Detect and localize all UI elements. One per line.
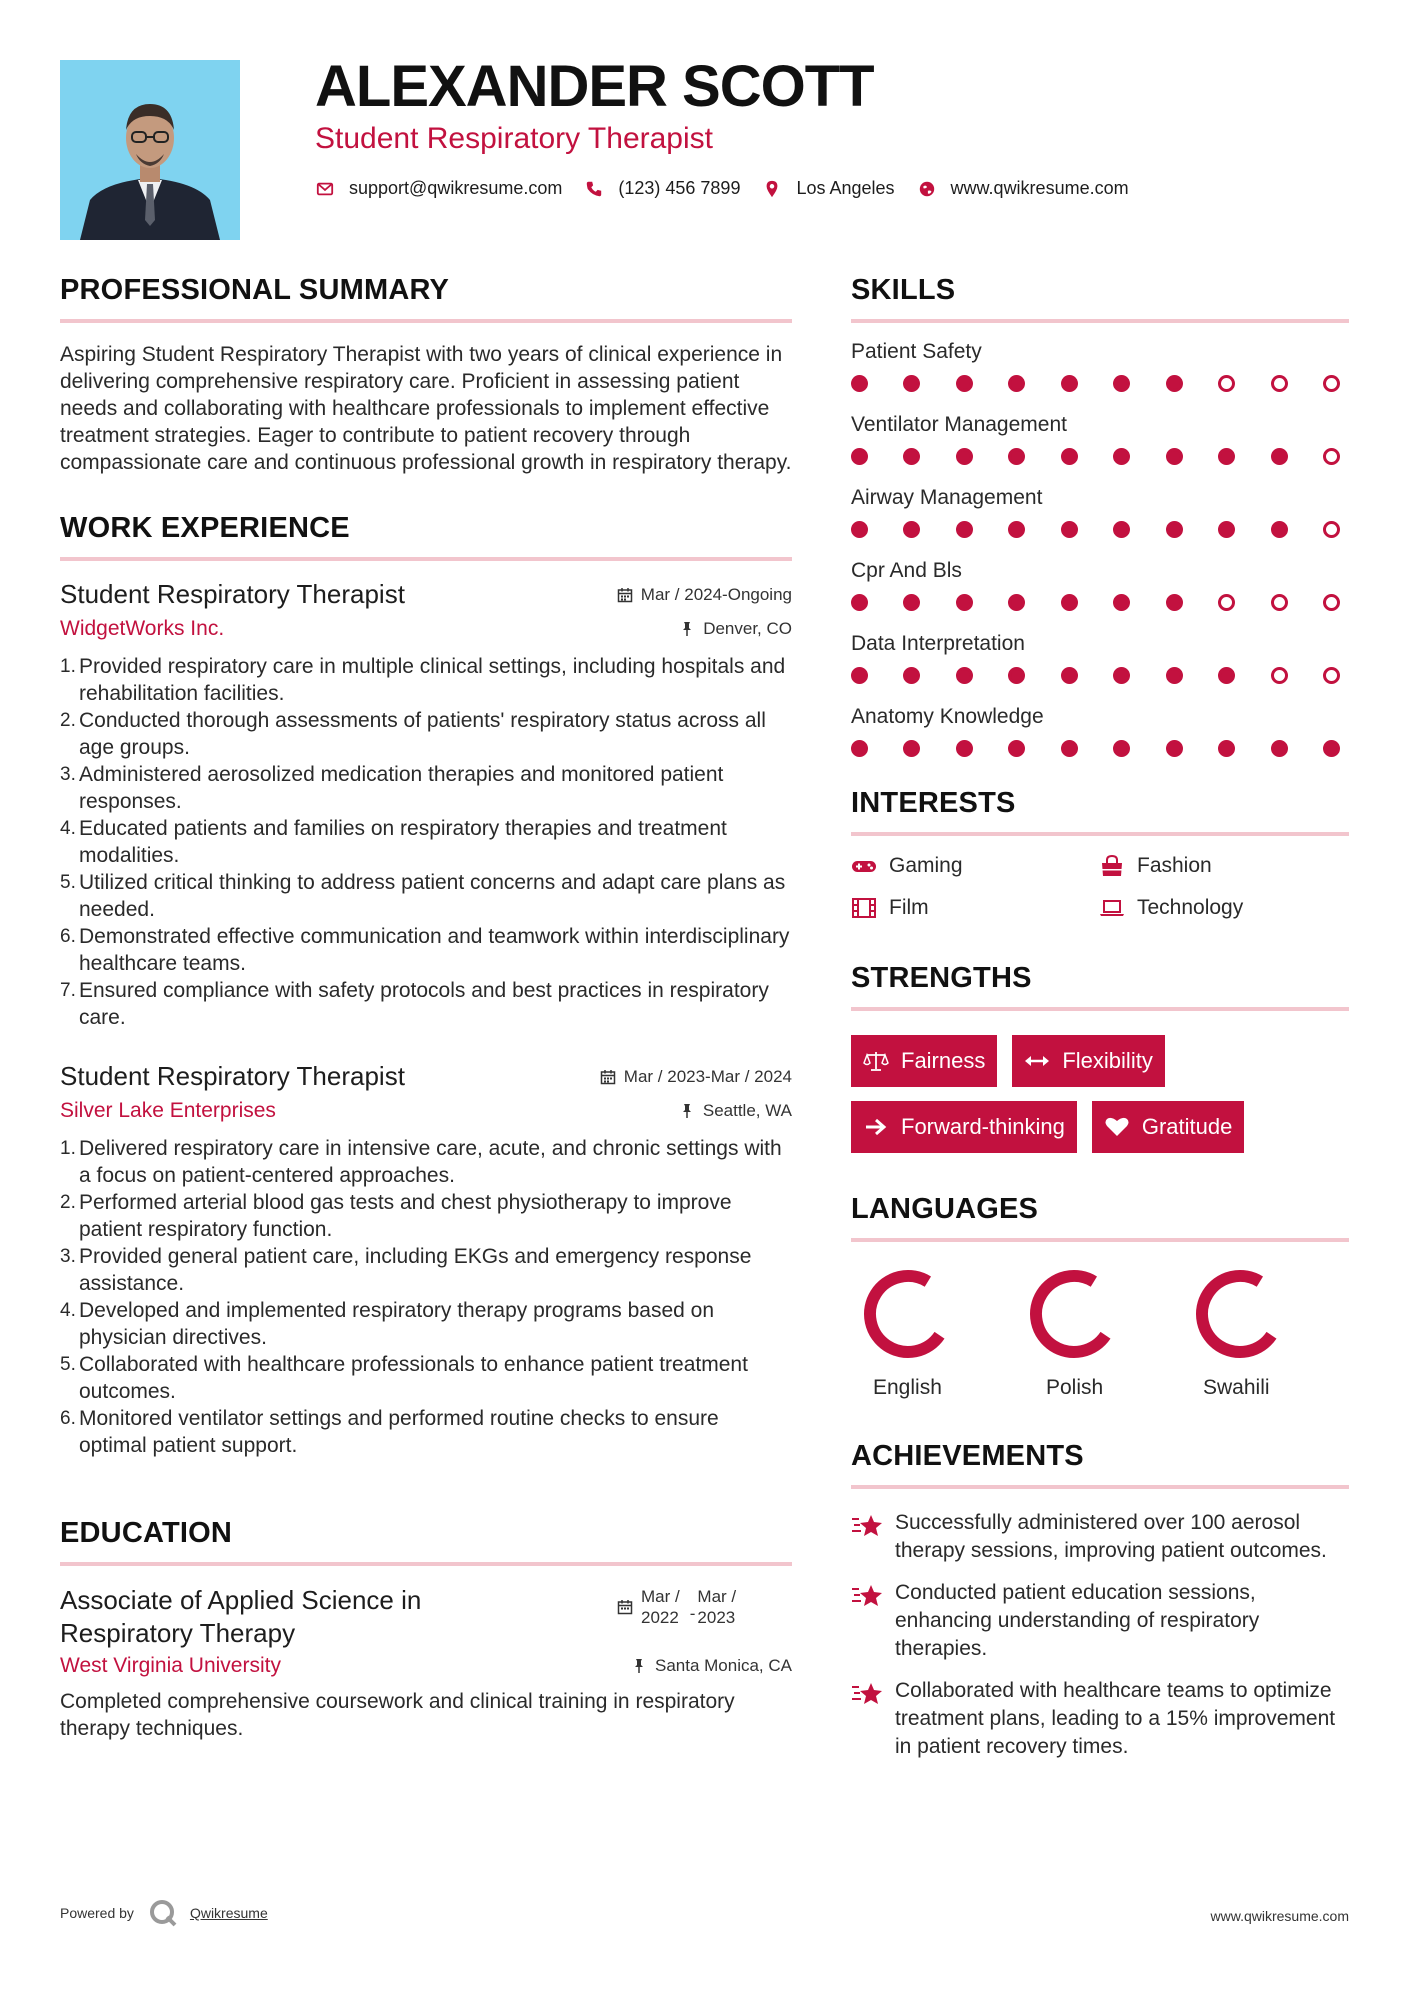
- rating-dot-filled: [956, 448, 973, 465]
- rating-dot-filled: [903, 448, 920, 465]
- rating-dot-filled: [1166, 594, 1183, 611]
- interest-item: [1099, 896, 1347, 920]
- rating-dot-filled: [1008, 667, 1025, 684]
- education-heading: EDUCATION: [60, 1519, 792, 1566]
- film-icon: [851, 897, 877, 919]
- job-entry: [60, 1061, 792, 1459]
- degree-line-2: Respiratory Therapy: [60, 1618, 296, 1648]
- strengths-list: [851, 1035, 1349, 1153]
- job-date-text: Mar / 2024-Ongoing: [640, 585, 792, 604]
- strengths-heading: STRENGTHS: [851, 964, 1349, 1011]
- skill-item: [851, 631, 1349, 684]
- rating-dot-filled: [1061, 521, 1078, 538]
- rating-dot-empty: [1218, 375, 1235, 392]
- rating-dot-filled: [956, 594, 973, 611]
- rating-dot-filled: [1061, 740, 1078, 757]
- interests-grid: [851, 854, 1349, 920]
- rating-dot-filled: [903, 740, 920, 757]
- job-location-text: Seattle, WA: [702, 1101, 792, 1120]
- arrow-right-icon: [863, 1116, 889, 1138]
- education-date: [617, 1586, 792, 1628]
- bullet-item: 4. Educated patients and families on respiratory therapies and treatment modalities.: [60, 815, 792, 869]
- bullet-item: 7. Ensured compliance with safety protocols and best practices in respiratory care.: [60, 977, 792, 1031]
- summary-heading: PROFESSIONAL SUMMARY: [60, 276, 792, 323]
- rating-dot-empty: [1271, 667, 1288, 684]
- language-level-arc: [1202, 1276, 1272, 1352]
- work-section: [60, 514, 792, 1459]
- interest-label: Technology: [1137, 896, 1244, 919]
- language-label: Polish: [1046, 1376, 1104, 1399]
- job-date: [600, 1067, 792, 1087]
- rating-dot-filled: [956, 667, 973, 684]
- edu-start-year: 2022: [641, 1608, 679, 1627]
- contact-website-text: www.qwikresume.com: [950, 178, 1129, 198]
- footer-url[interactable]: www.qwikresume.com: [1210, 1908, 1349, 1924]
- skills-section: [851, 276, 1349, 757]
- rating-dot-filled: [1061, 667, 1078, 684]
- skill-rating: [851, 594, 1340, 611]
- rating-dot-filled: [1113, 521, 1130, 538]
- heart-icon: [1104, 1116, 1130, 1138]
- shopping-bag-icon: [1099, 855, 1125, 877]
- achievement-text: Collaborated with healthcare teams to optimize treatment plans, leading to a 15% improvement in patient recovery times.: [895, 1679, 1336, 1758]
- interest-item: [851, 896, 1099, 920]
- bullet-text: Administered aerosolized medication therapies and monitored patient responses.: [79, 763, 724, 813]
- bullet-item: 2. Conducted thorough assessments of patients' respiratory status across all age groups.: [60, 707, 792, 761]
- language-label: English: [873, 1376, 942, 1399]
- left-column: [60, 276, 792, 1742]
- profile-photo: [60, 60, 240, 240]
- powered-by-text: Powered by: [60, 1905, 134, 1921]
- rating-dot-filled: [1218, 667, 1235, 684]
- language-level-gauge: [858, 1264, 958, 1364]
- skills-list: [851, 339, 1349, 757]
- brand-link[interactable]: Qwikresume: [189, 1905, 268, 1921]
- strength-tag: [1012, 1035, 1164, 1087]
- phone-icon: [584, 179, 604, 199]
- rating-dot-empty: [1218, 594, 1235, 611]
- rating-dot-filled: [1008, 375, 1025, 392]
- skill-name: Patient Safety: [851, 340, 982, 363]
- contact-email[interactable]: [315, 178, 562, 199]
- rating-dot-filled: [1061, 448, 1078, 465]
- rating-dot-empty: [1271, 594, 1288, 611]
- interest-item: [1099, 854, 1347, 878]
- pushpin-icon: [631, 1658, 647, 1674]
- rating-dot-filled: [1323, 740, 1340, 757]
- job-location: [679, 619, 792, 639]
- bullet-item: 3. Administered aerosolized medication therapies and monitored patient responses.: [60, 761, 792, 815]
- bullet-text: Collaborated with healthcare professionals to enhance patient treatment outcomes.: [79, 1353, 748, 1403]
- strength-label: Gratitude: [1141, 1114, 1233, 1139]
- skill-rating: [851, 448, 1340, 465]
- strengths-section: [851, 964, 1349, 1153]
- contact-location: [762, 178, 894, 199]
- job-bullets: [60, 1135, 792, 1459]
- bullet-text: Ensured compliance with safety protocols and best practices in respiratory care.: [79, 979, 769, 1029]
- rating-dot-filled: [851, 521, 868, 538]
- rating-dot-filled: [903, 375, 920, 392]
- rating-dot-filled: [956, 521, 973, 538]
- bullet-item: 5. Utilized critical thinking to address patient concerns and adapt care plans as needed.: [60, 869, 792, 923]
- skill-name: Data Interpretation: [851, 632, 1025, 655]
- language-level-gauge: [1024, 1264, 1124, 1364]
- qwikresume-logo-icon: [148, 1898, 178, 1928]
- interests-heading: INTERESTS: [851, 789, 1349, 836]
- bullet-text: Utilized critical thinking to address patient concerns and adapt care plans as needed.: [79, 871, 786, 921]
- interest-label: Gaming: [889, 854, 963, 877]
- achievement-item: [851, 1677, 1349, 1761]
- school-name: West Virginia University: [60, 1654, 281, 1677]
- rating-dot-filled: [1008, 521, 1025, 538]
- skill-name: Airway Management: [851, 486, 1043, 509]
- skills-heading: SKILLS: [851, 276, 1349, 323]
- rating-dot-filled: [1113, 375, 1130, 392]
- right-column: [851, 276, 1349, 1775]
- rating-dot-filled: [851, 448, 868, 465]
- rating-dot-filled: [1218, 448, 1235, 465]
- contact-bar: [315, 178, 1151, 199]
- rating-dot-filled: [1113, 740, 1130, 757]
- map-pin-icon: [762, 179, 782, 199]
- job-title: Student Respiratory Therapist: [60, 1061, 405, 1091]
- rating-dot-filled: [1166, 667, 1183, 684]
- rating-dot-filled: [1061, 594, 1078, 611]
- strength-label: Forward-thinking: [901, 1114, 1065, 1139]
- languages-heading: LANGUAGES: [851, 1195, 1349, 1242]
- skill-rating: [851, 667, 1340, 684]
- star-trophy-icon: [851, 1511, 885, 1541]
- rating-dot-filled: [956, 375, 973, 392]
- rating-dot-filled: [903, 594, 920, 611]
- bullet-text: Provided general patient care, including EKGs and emergency response assistance.: [79, 1245, 752, 1295]
- contact-phone-text: (123) 456 7899: [618, 178, 741, 198]
- rating-dot-empty: [1271, 375, 1288, 392]
- language-item: [1017, 1264, 1183, 1400]
- summary-section: [60, 276, 792, 476]
- skill-name: Ventilator Management: [851, 413, 1067, 436]
- rating-dot-filled: [1271, 521, 1288, 538]
- degree-line-1: Associate of Applied Science in: [60, 1585, 422, 1615]
- job-location-text: Denver, CO: [703, 619, 792, 638]
- languages-list: [851, 1264, 1349, 1400]
- bullet-text: Demonstrated effective communication and teamwork within interdisciplinary healthcare teams.: [79, 925, 790, 975]
- skill-item: [851, 485, 1349, 538]
- bullet-text: Performed arterial blood gas tests and chest physiotherapy to improve patient respiratory function.: [79, 1191, 732, 1241]
- skill-rating: [851, 740, 1340, 757]
- skill-rating: [851, 521, 1340, 538]
- achievement-text: Successfully administered over 100 aerosol therapy sessions, improving patient outcomes.: [895, 1511, 1327, 1562]
- star-trophy-icon: [851, 1581, 885, 1611]
- bullet-text: Educated patients and families on respiratory therapies and treatment modalities.: [79, 817, 727, 867]
- rating-dot-filled: [1008, 594, 1025, 611]
- language-level-arc: [870, 1276, 940, 1352]
- rating-dot-filled: [1271, 740, 1288, 757]
- rating-dot-filled: [903, 667, 920, 684]
- contact-website[interactable]: [917, 178, 1129, 199]
- rating-dot-filled: [851, 667, 868, 684]
- rating-dot-filled: [1008, 740, 1025, 757]
- education-text: Completed comprehensive coursework and clinical training in respiratory therapy techniques.: [60, 1690, 735, 1740]
- skill-rating: [851, 375, 1340, 392]
- job-entry: [60, 579, 792, 1031]
- bullet-item: 6. Monitored ventilator settings and performed routine checks to ensure optimal patient support.: [60, 1405, 792, 1459]
- strength-label: Flexibility: [1062, 1048, 1153, 1073]
- job-date-text: Mar / 2023-Mar / 2024: [623, 1067, 792, 1086]
- rating-dot-filled: [1008, 448, 1025, 465]
- contact-phone[interactable]: [584, 178, 740, 199]
- languages-section: [851, 1195, 1349, 1400]
- bullet-text: Developed and implemented respiratory therapy programs based on physician directives.: [79, 1299, 715, 1349]
- skill-item: [851, 704, 1349, 757]
- rating-dot-filled: [1218, 740, 1235, 757]
- rating-dot-empty: [1323, 667, 1340, 684]
- job-date: [617, 585, 792, 605]
- job-company: WidgetWorks Inc.: [60, 617, 225, 640]
- rating-dot-empty: [1323, 448, 1340, 465]
- edu-end-month: Mar /: [697, 1587, 737, 1606]
- candidate-name: ALEXANDER SCOTT: [315, 54, 874, 119]
- interest-label: Fashion: [1137, 854, 1212, 877]
- achievements-list: [851, 1509, 1349, 1761]
- contact-location-text: Los Angeles: [796, 178, 895, 198]
- language-item: [851, 1264, 1017, 1400]
- education-section: [60, 1519, 792, 1742]
- job-bullets: [60, 653, 792, 1031]
- summary-text: Aspiring Student Respiratory Therapist with two years of clinical experience in delivering comprehensive respiratory care. Proficient in assessing patient needs and collaborating with healthcare professionals to implement effective treatment strategies. Eager to contribute to patient recovery through compassionate care and continuous professional growth in respiratory therapy.: [60, 343, 792, 474]
- language-level-gauge: [1190, 1264, 1290, 1364]
- skill-name: Cpr And Bls: [851, 559, 962, 582]
- bullet-item: 1. Delivered respiratory care in intensive care, acute, and chronic settings with a focus on patient-centered approaches.: [60, 1135, 792, 1189]
- education-location-text: Santa Monica, CA: [654, 1656, 792, 1675]
- globe-icon: [917, 179, 937, 199]
- strength-label: Fairness: [901, 1048, 986, 1073]
- calendar-icon: [617, 587, 633, 603]
- skill-item: [851, 558, 1349, 611]
- degree-title: [60, 1584, 421, 1650]
- language-item: [1183, 1264, 1349, 1400]
- work-heading: WORK EXPERIENCE: [60, 514, 792, 561]
- language-label: Swahili: [1203, 1376, 1270, 1399]
- edu-start-month: Mar /: [641, 1587, 680, 1606]
- pushpin-icon: [679, 1103, 695, 1119]
- rating-dot-filled: [1166, 375, 1183, 392]
- rating-dot-empty: [1323, 521, 1340, 538]
- bullet-item: 1. Provided respiratory care in multiple clinical settings, including hospitals and rehabilitation facilities.: [60, 653, 792, 707]
- rating-dot-filled: [851, 375, 868, 392]
- interest-label: Film: [889, 896, 929, 919]
- skill-item: [851, 339, 1349, 392]
- pushpin-icon: [679, 621, 695, 637]
- achievement-item: [851, 1579, 1349, 1663]
- rating-dot-filled: [903, 521, 920, 538]
- candidate-title: Student Respiratory Therapist: [315, 122, 713, 155]
- strength-tag: [1092, 1101, 1245, 1153]
- bullet-text: Monitored ventilator settings and performed routine checks to ensure optimal patient support.: [79, 1407, 719, 1457]
- achievements-heading: ACHIEVEMENTS: [851, 1442, 1349, 1489]
- bullet-item: 2. Performed arterial blood gas tests and chest physiotherapy to improve patient respiratory function.: [60, 1189, 792, 1243]
- arrows-horizontal-icon: [1024, 1050, 1050, 1072]
- gamepad-icon: [851, 855, 877, 877]
- rating-dot-empty: [1323, 375, 1340, 392]
- rating-dot-filled: [1166, 521, 1183, 538]
- edu-end-year: 2023: [697, 1608, 736, 1627]
- rating-dot-filled: [851, 740, 868, 757]
- laptop-icon: [1099, 897, 1125, 919]
- bullet-text: Delivered respiratory care in intensive care, acute, and chronic settings with a focus on patient-centered approaches.: [79, 1137, 782, 1187]
- job-company: Silver Lake Enterprises: [60, 1099, 276, 1122]
- language-level-arc: [1036, 1276, 1106, 1352]
- profile-photo-image: [60, 60, 240, 240]
- interest-item: [851, 854, 1099, 878]
- rating-dot-filled: [1218, 521, 1235, 538]
- calendar-icon: [600, 1069, 616, 1085]
- envelope-icon: [315, 179, 335, 199]
- rating-dot-filled: [1271, 448, 1288, 465]
- bullet-item: 4. Developed and implemented respiratory therapy programs based on physician directives.: [60, 1297, 792, 1351]
- rating-dot-filled: [851, 594, 868, 611]
- calendar-icon: [617, 1599, 633, 1615]
- bullet-item: 3. Provided general patient care, including EKGs and emergency response assistance.: [60, 1243, 792, 1297]
- strength-tag: [851, 1035, 997, 1087]
- rating-dot-empty: [1323, 594, 1340, 611]
- achievement-text: Conducted patient education sessions, enhancing understanding of respiratory therapies.: [895, 1581, 1260, 1660]
- rating-dot-filled: [1113, 594, 1130, 611]
- rating-dot-filled: [1113, 667, 1130, 684]
- job-title: Student Respiratory Therapist: [60, 579, 405, 609]
- education-location: [631, 1656, 792, 1676]
- bullet-item: 6. Demonstrated effective communication and teamwork within interdisciplinary healthcare teams.: [60, 923, 792, 977]
- balance-scale-icon: [863, 1050, 889, 1072]
- contact-email-text: support@qwikresume.com: [349, 178, 563, 198]
- edu-date-sep: -: [689, 1604, 696, 1623]
- star-trophy-icon: [851, 1679, 885, 1709]
- bullet-item: 5. Collaborated with healthcare professionals to enhance patient treatment outcomes.: [60, 1351, 792, 1405]
- rating-dot-filled: [1061, 375, 1078, 392]
- rating-dot-filled: [956, 740, 973, 757]
- interests-section: [851, 789, 1349, 920]
- rating-dot-filled: [1166, 448, 1183, 465]
- achievements-section: [851, 1442, 1349, 1761]
- rating-dot-filled: [1166, 740, 1183, 757]
- bullet-text: Conducted thorough assessments of patients' respiratory status across all age groups.: [79, 709, 766, 759]
- strength-tag: [851, 1101, 1077, 1153]
- job-location: [679, 1101, 792, 1121]
- skill-item: [851, 412, 1349, 465]
- achievement-item: [851, 1509, 1349, 1565]
- skill-name: Anatomy Knowledge: [851, 705, 1044, 728]
- rating-dot-filled: [1113, 448, 1130, 465]
- footer-powered-by: [60, 1898, 268, 1928]
- bullet-text: Provided respiratory care in multiple clinical settings, including hospitals and rehabilitation facilities.: [79, 655, 786, 705]
